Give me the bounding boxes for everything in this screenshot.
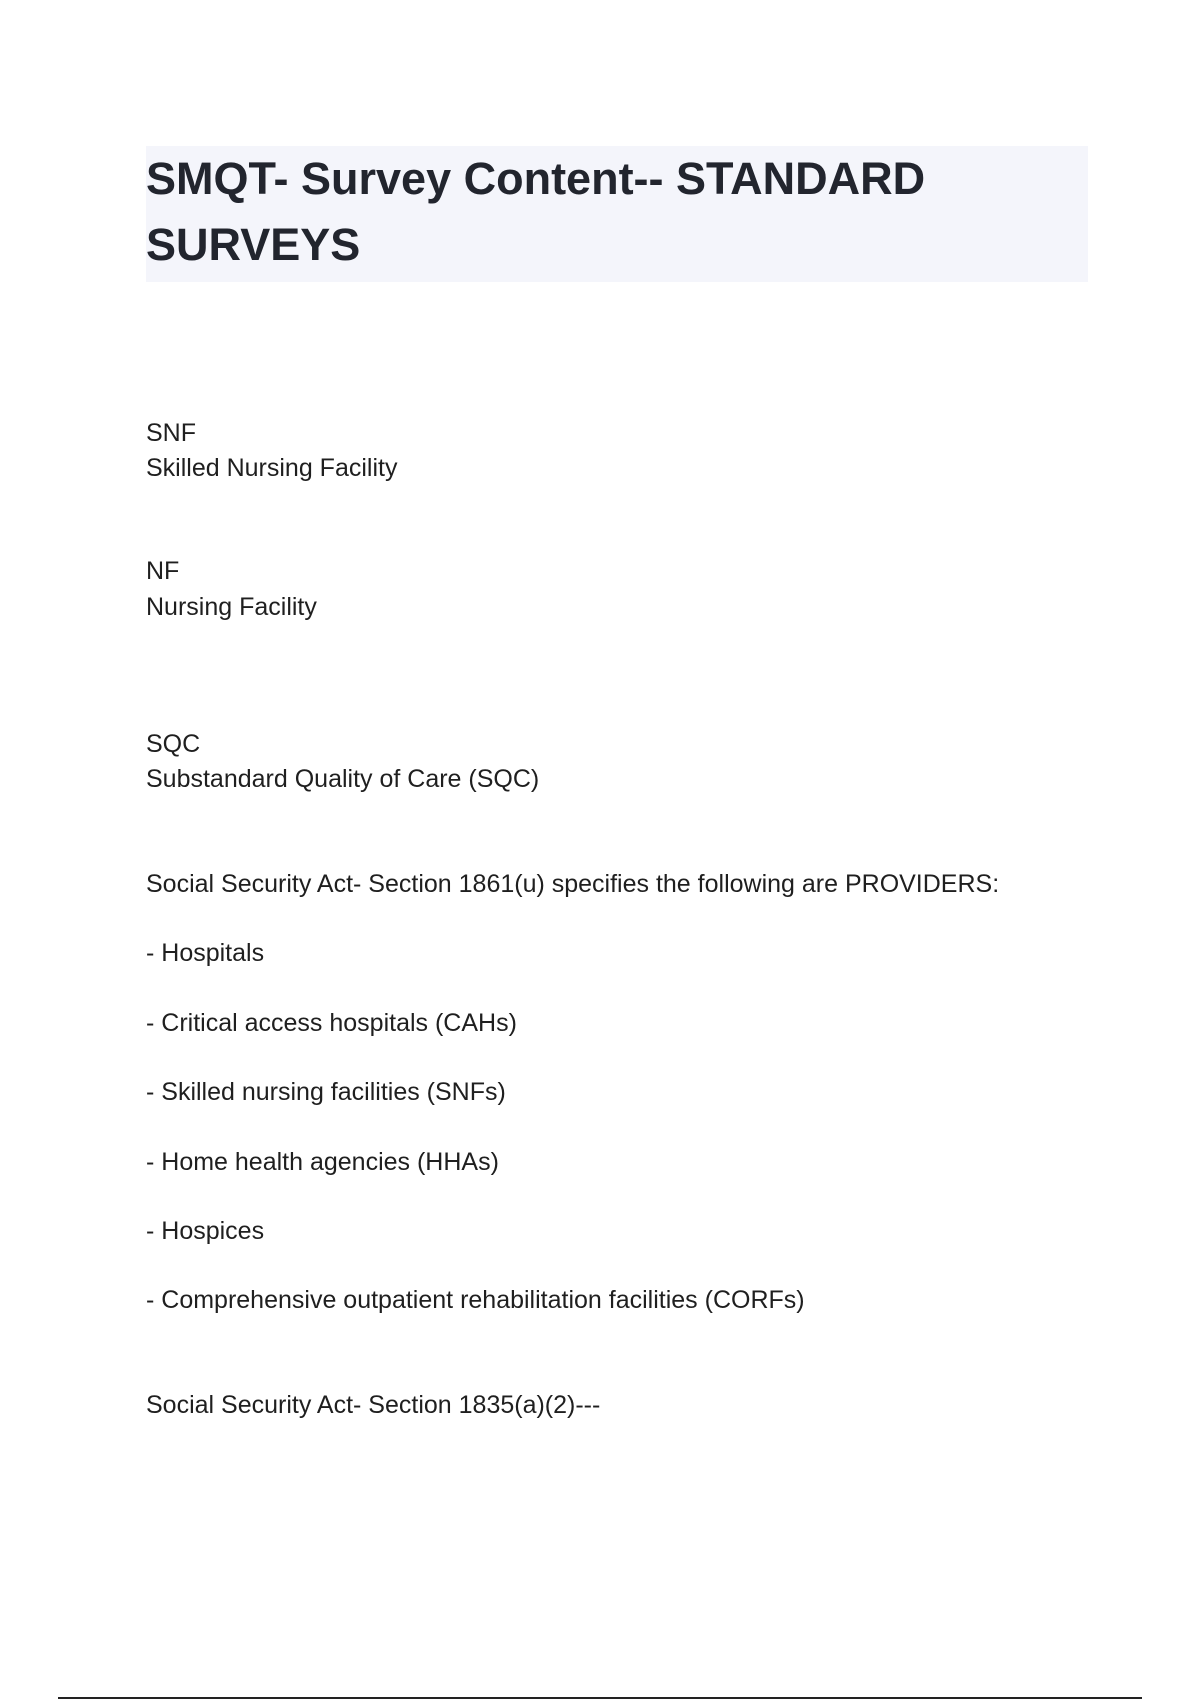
provider-item: - Hospices	[146, 1217, 265, 1245]
term-sqc: SQC	[146, 730, 201, 758]
definition-sqc: Substandard Quality of Care (SQC)	[146, 765, 540, 793]
providers-intro: Social Security Act- Section 1861(u) specifies the following are PROVIDERS:	[146, 870, 1000, 898]
section-1835: Social Security Act- Section 1835(a)(2)---	[146, 1391, 601, 1419]
provider-item: - Hospitals	[146, 939, 265, 967]
term-snf: SNF	[146, 419, 196, 447]
page-title	[146, 146, 925, 278]
provider-item: - Critical access hospitals (CAHs)	[146, 1009, 517, 1037]
definition-snf: Skilled Nursing Facility	[146, 454, 398, 482]
provider-item: - Comprehensive outpatient rehabilitation facilities (CORFs)	[146, 1286, 805, 1314]
term-nf: NF	[146, 557, 180, 585]
page-bottom-divider	[58, 1697, 1142, 1699]
definition-nf: Nursing Facility	[146, 593, 317, 621]
page-title-line-2: SURVEYS	[146, 219, 361, 270]
provider-item: - Home health agencies (HHAs)	[146, 1148, 499, 1176]
provider-item: - Skilled nursing facilities (SNFs)	[146, 1078, 506, 1106]
page-title-line-1: SMQT- Survey Content-- STANDARD	[146, 153, 926, 204]
title-block	[146, 146, 1088, 282]
